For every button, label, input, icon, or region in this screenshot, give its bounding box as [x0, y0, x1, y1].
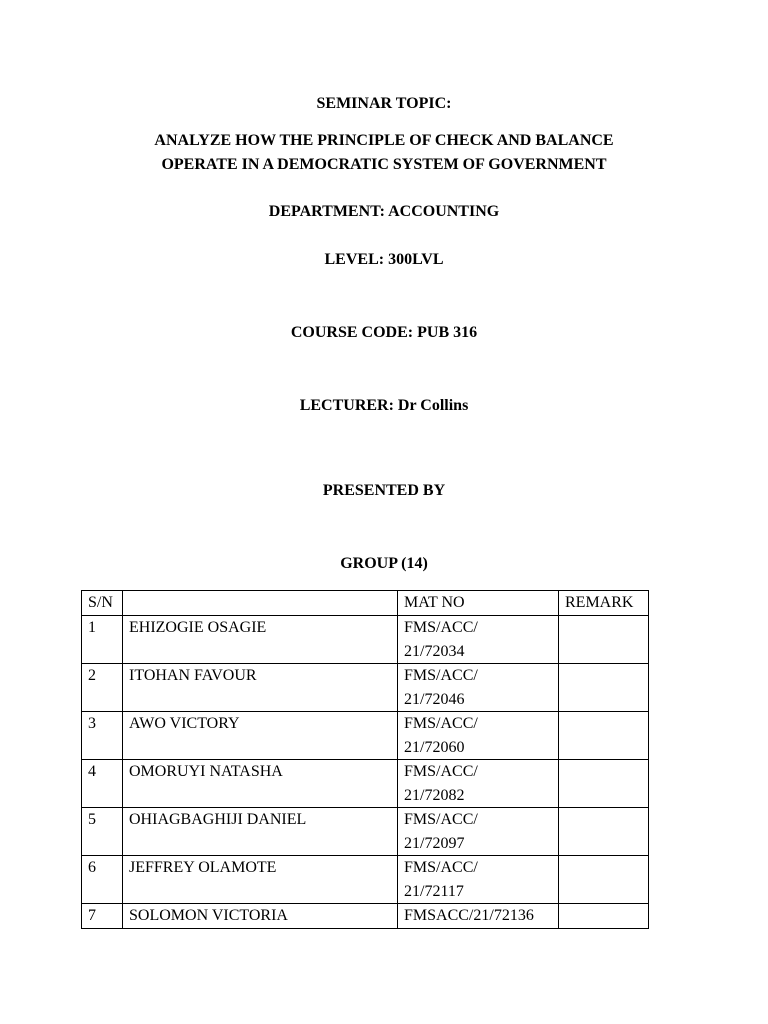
cell-mat-no — [398, 904, 559, 929]
mat-no-line: FMS/ACC/ — [404, 811, 478, 828]
cell-remark — [559, 616, 649, 664]
cell-sn: 6 — [82, 856, 123, 904]
table-row — [82, 616, 649, 664]
presented-by-line: PRESENTED BY — [322, 482, 446, 499]
cell-remark — [559, 808, 649, 856]
header-name — [123, 591, 398, 616]
table-row — [82, 856, 649, 904]
cell-mat-no — [398, 616, 559, 664]
cell-sn: 2 — [82, 664, 123, 712]
cell-sn: 5 — [82, 808, 123, 856]
mat-no-line: 21/72046 — [404, 690, 465, 708]
cell-name: AWO VICTORY — [123, 712, 398, 760]
header-remark: REMARK — [559, 591, 649, 616]
cell-mat-no — [398, 664, 559, 712]
cell-remark — [559, 760, 649, 808]
mat-no-line: FMS/ACC/ — [404, 667, 478, 684]
cell-sn: 4 — [82, 760, 123, 808]
group-line: GROUP (14) — [340, 555, 428, 572]
level-line: LEVEL: 300LVL — [324, 251, 444, 268]
cell-sn: 1 — [82, 616, 123, 664]
table-row — [82, 808, 649, 856]
mat-no-line: 21/72060 — [404, 738, 465, 756]
cell-mat-no — [398, 808, 559, 856]
header-mat-no: MAT NO — [398, 591, 559, 616]
lecturer-line: LECTURER: Dr Collins — [299, 397, 469, 414]
group-members-table — [81, 590, 649, 929]
cell-name: EHIZOGIE OSAGIE — [123, 616, 398, 664]
cell-name: JEFFREY OLAMOTE — [123, 856, 398, 904]
department-line: DEPARTMENT: ACCOUNTING — [268, 203, 500, 220]
cell-remark — [559, 664, 649, 712]
cell-sn: 7 — [82, 904, 123, 929]
cell-mat-no — [398, 760, 559, 808]
mat-no-line: 21/72082 — [404, 786, 465, 804]
cell-remark — [559, 856, 649, 904]
cell-name: OHIAGBAGHIJI DANIEL — [123, 808, 398, 856]
table-row — [82, 712, 649, 760]
cell-remark — [559, 712, 649, 760]
cell-name: OMORUYI NATASHA — [123, 760, 398, 808]
mat-no-line: FMSACC/21/72136 — [404, 907, 534, 924]
mat-no-line: FMS/ACC/ — [404, 763, 478, 780]
seminar-topic-label: SEMINAR TOPIC: — [316, 95, 452, 112]
topic-line-1: ANALYZE HOW THE PRINCIPLE OF CHECK AND BALANCE — [154, 132, 614, 149]
mat-no-line: 21/72117 — [404, 882, 464, 900]
cell-mat-no — [398, 856, 559, 904]
cell-sn: 3 — [82, 712, 123, 760]
table-row — [82, 760, 649, 808]
cell-mat-no — [398, 712, 559, 760]
topic-line-2: OPERATE IN A DEMOCRATIC SYSTEM OF GOVERNMENT — [161, 156, 607, 173]
mat-no-line: 21/72097 — [404, 834, 465, 852]
mat-no-line: 21/72034 — [404, 642, 465, 660]
header-sn: S/N — [82, 591, 123, 616]
mat-no-line: FMS/ACC/ — [404, 715, 478, 732]
seminar-topic-title — [0, 129, 768, 177]
mat-no-line: FMS/ACC/ — [404, 619, 478, 636]
cell-name: SOLOMON VICTORIA — [123, 904, 398, 929]
cell-name: ITOHAN FAVOUR — [123, 664, 398, 712]
table-row — [82, 664, 649, 712]
cell-remark — [559, 904, 649, 929]
table-header-row — [82, 591, 649, 616]
table-row — [82, 904, 649, 929]
course-code-line: COURSE CODE: PUB 316 — [290, 324, 478, 341]
mat-no-line: FMS/ACC/ — [404, 859, 478, 876]
